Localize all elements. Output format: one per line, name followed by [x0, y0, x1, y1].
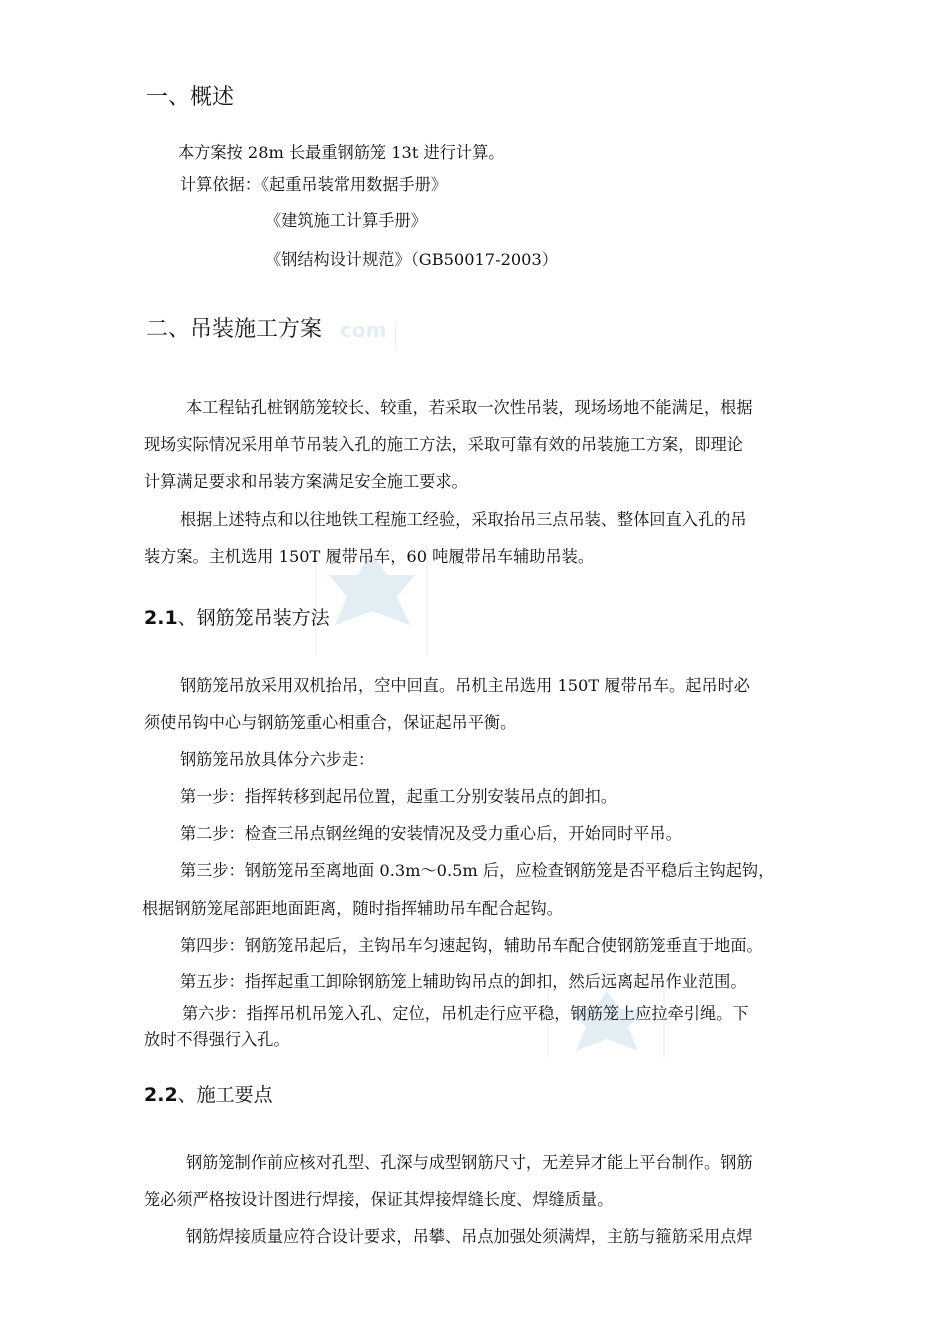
step-1: 第一步：指挥转移到起吊位置，起重工分别安装吊点的卸扣。 — [180, 787, 618, 806]
watermark-text: com — [340, 318, 387, 342]
section-2-2-heading — [144, 1082, 273, 1108]
section-title: 、钢筋笼吊装方法 — [177, 607, 330, 629]
paragraph-line: 装方案。主机选用 150T 履带吊车，60 吨履带吊车辅助吊装。 — [144, 547, 595, 566]
section-number: 2.1 — [144, 607, 178, 629]
section-number: 2.2 — [144, 1084, 178, 1106]
paragraph-line: 钢筋焊接质量应符合设计要求，吊攀、吊点加强处须满焊，主筋与箍筋采用点焊 — [186, 1227, 753, 1246]
section-2-1-heading — [144, 605, 330, 631]
section-1-intro: 本方案按 28m 长最重钢筋笼 13t 进行计算。 — [178, 143, 505, 162]
paragraph-line: 现场实际情况采用单节吊装入孔的施工方法，采取可靠有效的吊装施工方案，即理论 — [144, 435, 743, 454]
step-6-cont: 放时不得强行入孔。 — [144, 1030, 290, 1049]
paragraph-line: 钢筋笼制作前应核对孔型、孔深与成型钢筋尺寸，无差异才能上平台制作。钢筋 — [186, 1153, 753, 1172]
step-3-cont: 根据钢筋笼尾部距地面距离，随时指挥辅助吊车配合起钩。 — [142, 899, 563, 918]
step-5: 第五步：指挥起重工卸除钢筋笼上辅助钩吊点的卸扣，然后远离起吊作业范围。 — [180, 972, 747, 991]
reference-item: 《建筑施工计算手册》 — [265, 211, 427, 230]
section-title: 、施工要点 — [177, 1084, 273, 1106]
section-2-heading: 二、吊装施工方案 — [146, 317, 323, 342]
paragraph-line: 根据上述特点和以往地铁工程施工经验，采取抬吊三点吊装、整体回直入孔的吊 — [180, 510, 747, 529]
basis-line — [180, 174, 447, 196]
step-3: 第三步：钢筋笼吊至离地面 0.3m～0.5m 后，应检查钢筋笼是否平稳后主钩起钩， — [180, 861, 775, 880]
step-4: 第四步：钢筋笼吊起后，主钩吊车匀速起钩，辅助吊车配合使钢筋笼垂直于地面。 — [180, 936, 763, 955]
reference-item: 《起重吊装常用数据手册》 — [260, 175, 448, 194]
reference-item: 《钢结构设计规范》（GB50017-2003） — [265, 250, 558, 269]
basis-label: 计算依据： — [180, 175, 261, 194]
step-6: 第六步：指挥吊机吊笼入孔、定位，吊机走行应平稳，钢筋笼上应拉牵引绳。下 — [182, 1004, 749, 1023]
steps-intro: 钢筋笼吊放具体分六步走： — [180, 750, 375, 769]
paragraph-line: 笼必须严格按设计图进行焊接，保证其焊接焊缝长度、焊缝质量。 — [144, 1190, 614, 1209]
paragraph-line: 钢筋笼吊放采用双机抬吊，空中回直。吊机主吊选用 150T 履带吊车。起吊时必 — [180, 676, 750, 695]
paragraph-line: 须使吊钩中心与钢筋笼重心相重合，保证起吊平衡。 — [144, 713, 517, 732]
step-2: 第二步：检查三吊点钢丝绳的安装情况及受力重心后，开始同时平吊。 — [180, 824, 682, 843]
section-1-heading: 一、概述 — [146, 85, 235, 110]
paragraph-line: 本工程钻孔桩钢筋笼较长、较重，若采取一次性吊装，现场场地不能满足，根据 — [186, 398, 753, 417]
watermark-line — [395, 322, 396, 350]
paragraph-line: 计算满足要求和吊装方案满足安全施工要求。 — [144, 472, 468, 491]
